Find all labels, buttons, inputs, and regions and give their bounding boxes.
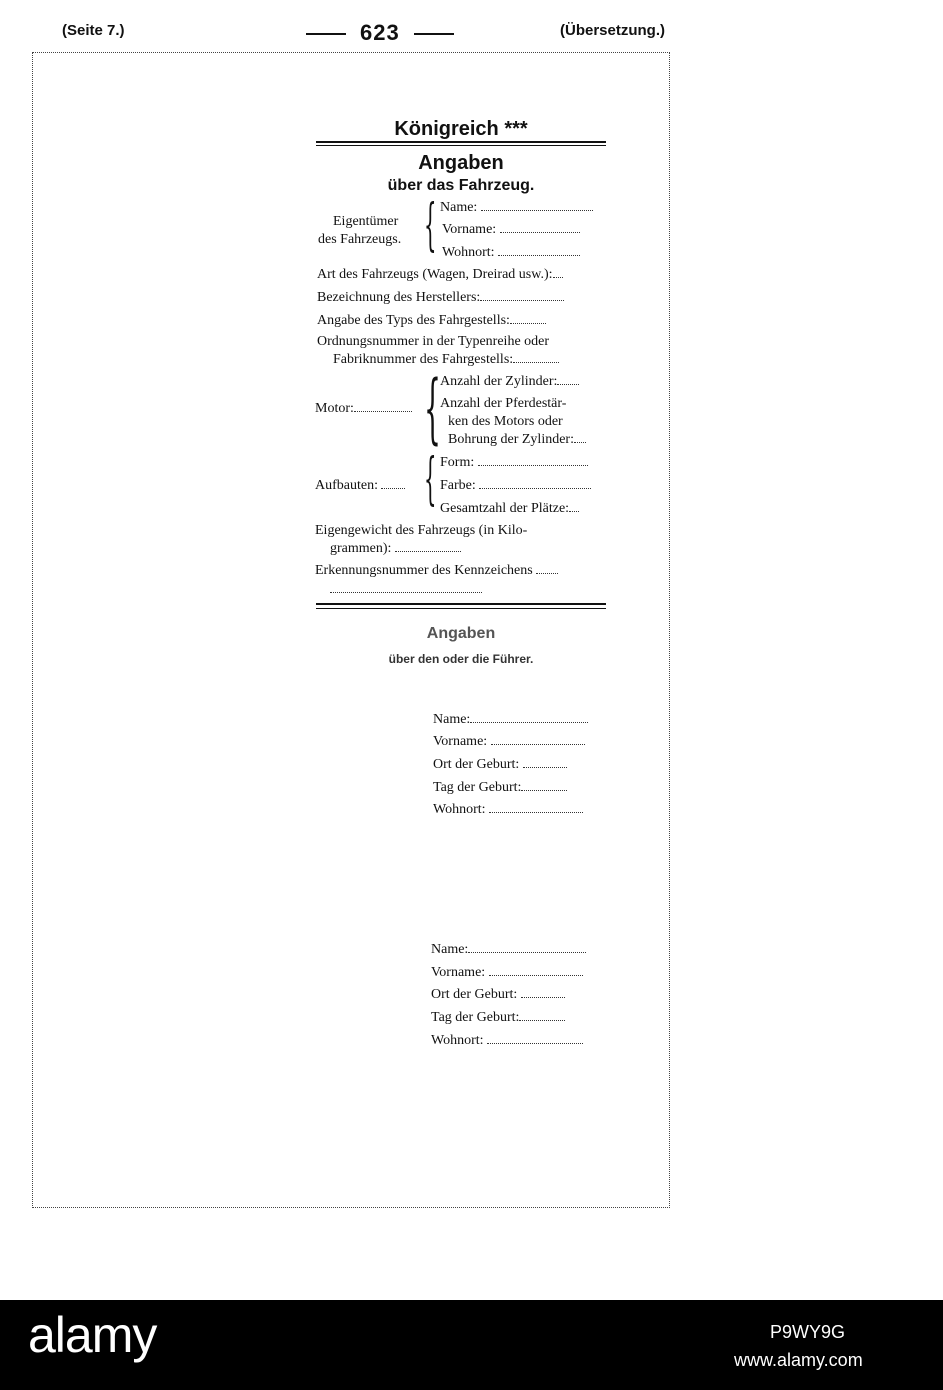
hersteller-label: Bezeichnung des Herstellers: [317,290,481,305]
driver2-tag-field [431,1010,565,1026]
image-id: P9WY9G [770,1322,846,1342]
rule [316,608,606,609]
farbe-field [440,478,591,494]
owner-name-field [440,200,593,216]
alamy-logo: alamy [28,1307,157,1363]
ordnung-line-1: Ordnungsnummer in der Typenreihe oder [317,334,550,349]
header-left: (Seite 7.) [62,22,125,39]
driver2-ort-label: Ort der Geburt: [431,987,518,1002]
driver1-tag-label: Tag der Geburt: [433,780,522,795]
ordnung-field [333,352,559,368]
art-label: Art des Fahrzeugs (Wagen, Dreirad usw.): [317,267,553,282]
vehicle-section-subtitle: über das Fahrzeug. [387,177,535,194]
driver1-wohnort-field [433,802,583,818]
art-field [317,267,563,283]
driver2-vorname-label: Vorname: [431,965,486,980]
form-label: Form: [440,455,475,470]
gewicht-field [330,541,461,557]
owner-wohnort-label: Wohnort: [442,245,495,260]
aufbauten-label: Aufbauten: [315,478,378,493]
typ-label: Angabe des Typs des Fahrgestells: [317,313,510,328]
hersteller-field [317,290,564,306]
zylinder-field [440,374,579,390]
page-number-text: 623 [360,20,400,45]
plaetze-field [440,501,579,517]
owner-label-2: des Fahrzeugs. [318,232,402,247]
rule [316,603,606,605]
owner-label-1: Eigentümer [333,214,399,229]
owner-vorname-field [442,222,580,238]
driver-section-title: Angaben [426,625,496,642]
driver1-ort-field [433,757,567,773]
ps-line-2: ken des Motors oder [448,414,563,429]
driver2-ort-field [431,987,565,1003]
typ-field [317,313,546,329]
driver2-vorname-field [431,965,583,981]
motor-label: Motor: [315,401,354,416]
gewicht-line-1: Eigengewicht des Fahrzeugs (in Kilo- [315,523,528,538]
kingdom-title: Königreich *** [394,118,528,140]
kennzeichen-field [315,563,558,579]
kennzeichen-continuation-line [330,592,482,593]
header-right: (Übersetzung.) [560,22,665,39]
farbe-label: Farbe: [440,478,476,493]
owner-wohnort-field [442,245,580,261]
gewicht-label: grammen): [330,541,392,556]
zylinder-label: Anzahl der Zylinder: [440,374,558,389]
kennzeichen-label: Erkennungsnummer des Kennzeichens [315,563,533,578]
owner-vorname-label: Vorname: [442,222,497,237]
aufbauten-field [315,478,405,494]
driver1-name-field [433,712,588,728]
driver2-tag-label: Tag der Geburt: [431,1010,520,1025]
brace-icon: { [424,447,437,512]
ordnung-label: Fabriknummer des Fahrgestells: [333,352,514,367]
page-number [292,20,468,46]
plaetze-label: Gesamtzahl der Plätze: [440,501,570,516]
driver1-wohnort-label: Wohnort: [433,802,486,817]
ps-line-1: Anzahl der Pferdestär- [440,396,567,411]
driver1-vorname-field [433,734,585,750]
driver2-wohnort-field [431,1033,583,1049]
bohrung-label: Bohrung der Zylinder: [448,432,574,447]
owner-name-label: Name: [440,200,478,215]
driver1-name-label: Name: [433,712,471,727]
bohrung-field [448,432,586,448]
site-url: www.alamy.com [734,1350,863,1370]
driver2-name-label: Name: [431,942,469,957]
motor-field [315,401,412,417]
form-field [440,455,588,471]
rule [316,141,606,143]
driver2-wohnort-label: Wohnort: [431,1033,484,1048]
rule [316,145,606,146]
vehicle-section-title: Angaben [418,152,504,174]
driver-section-subtitle: über den oder die Führer. [388,652,534,666]
driver2-name-field [431,942,586,958]
brace-icon: { [424,363,441,452]
driver1-ort-label: Ort der Geburt: [433,757,520,772]
driver1-tag-field [433,780,567,796]
brace-icon: { [424,193,437,258]
driver1-vorname-label: Vorname: [433,734,488,749]
